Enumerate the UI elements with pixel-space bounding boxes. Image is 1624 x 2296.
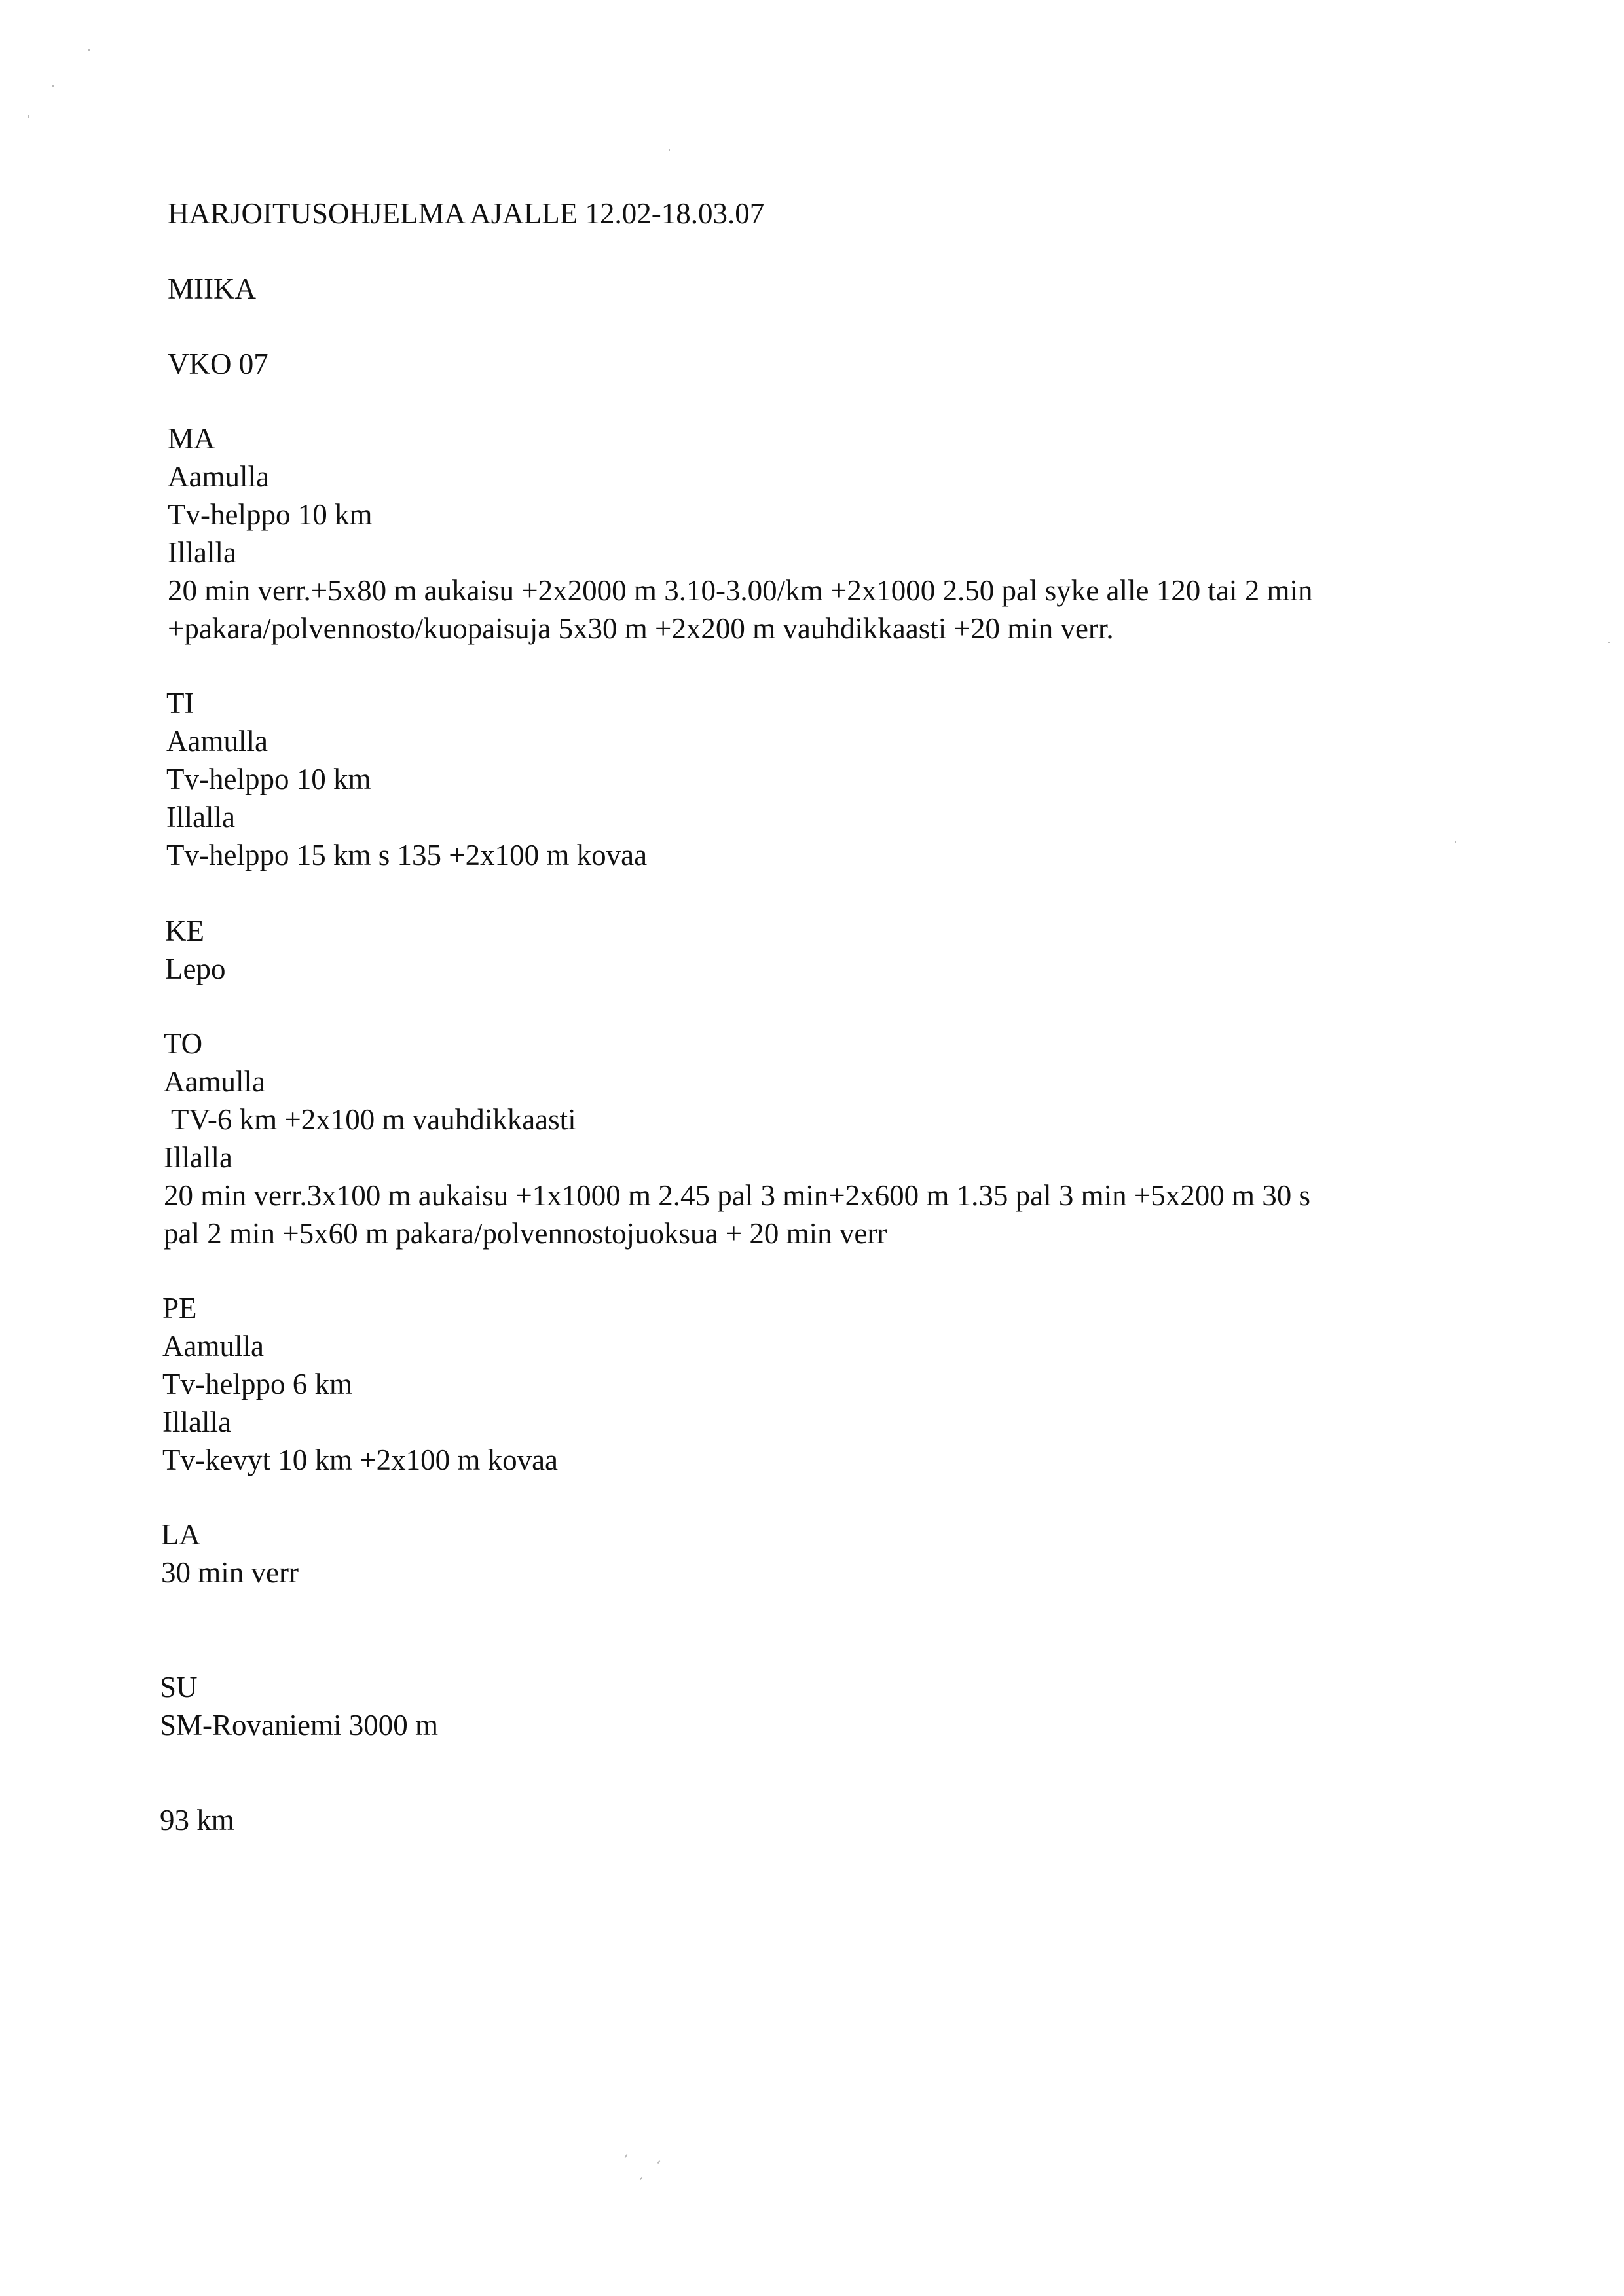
rest-ke: Lepo xyxy=(165,953,226,985)
morning-session-ma: Tv-helppo 10 km xyxy=(168,498,373,531)
athlete-name: MIIKA xyxy=(168,272,256,305)
scan-speck xyxy=(28,115,29,118)
document-title: HARJOITUSOHJELMA AJALLE 12.02-18.03.07 xyxy=(168,197,765,230)
evening-session-ma-line2: +pakara/polvennosto/kuopaisuja 5x30 m +2x200 m vauhdikkaasti +20 min verr. xyxy=(168,612,1114,645)
evening-session-pe: Tv-kevyt 10 km +2x100 m kovaa xyxy=(162,1444,559,1476)
week-label: VKO 07 xyxy=(168,348,268,380)
day-heading-su: SU xyxy=(160,1671,198,1704)
session-su: SM-Rovaniemi 3000 m xyxy=(160,1709,438,1741)
scan-speck xyxy=(669,149,670,151)
morning-session-ti: Tv-helppo 10 km xyxy=(166,763,371,795)
scan-speck xyxy=(52,85,54,87)
scan-speck xyxy=(1455,841,1456,843)
evening-label-to: Illalla xyxy=(164,1141,232,1174)
morning-label-to: Aamulla xyxy=(164,1065,265,1098)
morning-session-pe: Tv-helppo 6 km xyxy=(162,1368,352,1400)
scan-speck xyxy=(624,2154,627,2158)
morning-label-ti: Aamulla xyxy=(166,725,268,757)
evening-label-pe: Illalla xyxy=(162,1406,231,1438)
session-la: 30 min verr xyxy=(161,1556,299,1589)
scan-speck xyxy=(657,2160,661,2164)
morning-label-pe: Aamulla xyxy=(162,1330,264,1362)
evening-session-to-line1: 20 min verr.3x100 m aukaisu +1x1000 m 2.45 pal 3 min+2x600 m 1.35 pal 3 min +5x200 m 30 s xyxy=(164,1179,1311,1212)
day-heading-la: LA xyxy=(161,1518,200,1551)
day-heading-ti: TI xyxy=(166,687,194,720)
evening-label-ti: Illalla xyxy=(166,801,235,833)
evening-label-ma: Illalla xyxy=(168,536,236,569)
evening-session-ma-line1: 20 min verr.+5x80 m aukaisu +2x2000 m 3.10-3.00/km +2x1000 2.50 pal syke alle 120 tai 2 min xyxy=(168,574,1313,607)
day-heading-ma: MA xyxy=(168,422,215,455)
weekly-total: 93 km xyxy=(160,1804,234,1836)
evening-session-ti: Tv-helppo 15 km s 135 +2x100 m kovaa xyxy=(166,839,648,871)
scan-speck xyxy=(640,2177,643,2180)
morning-label-ma: Aamulla xyxy=(168,460,269,493)
evening-session-to-line2: pal 2 min +5x60 m pakara/polvennostojuoksua + 20 min verr xyxy=(164,1217,887,1250)
day-heading-pe: PE xyxy=(162,1292,197,1324)
morning-session-to: TV-6 km +2x100 m vauhdikkaasti xyxy=(171,1103,576,1136)
scan-speck xyxy=(88,49,90,51)
day-heading-to: TO xyxy=(164,1027,203,1060)
scan-speck xyxy=(1608,642,1610,643)
day-heading-ke: KE xyxy=(165,915,204,947)
